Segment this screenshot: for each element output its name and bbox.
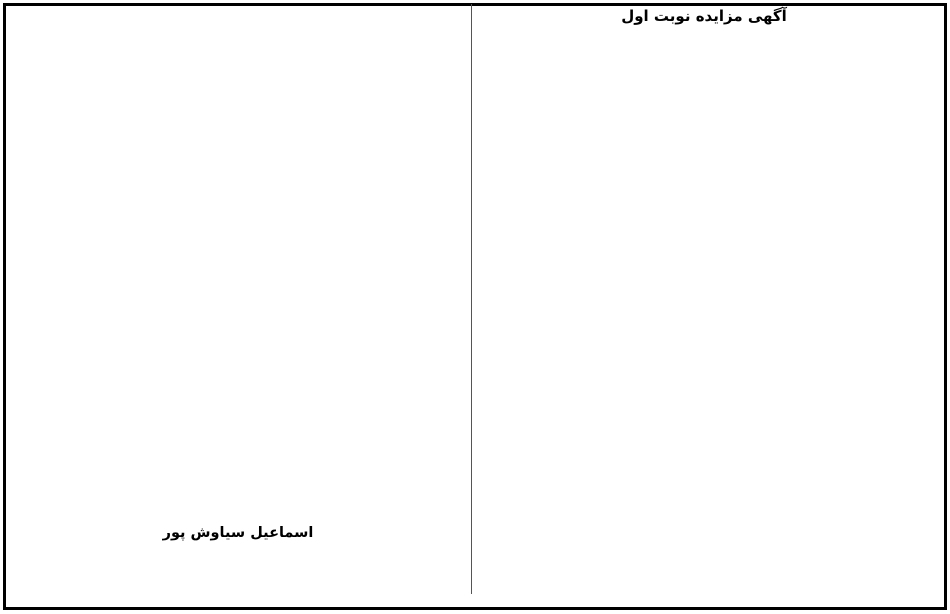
- text-line: [8, 6, 468, 29]
- text-line: [475, 190, 933, 213]
- text-line: [475, 260, 933, 283]
- text-line: [8, 215, 468, 238]
- text-line: [475, 376, 933, 399]
- text-line: [475, 144, 933, 167]
- text-line: [475, 561, 933, 584]
- text-line: [8, 400, 468, 423]
- text-line: [475, 515, 933, 538]
- text-line: [475, 538, 933, 561]
- text-line: [475, 445, 933, 468]
- column-divider: [471, 4, 472, 594]
- text-line: [8, 470, 468, 493]
- text-line: [8, 168, 468, 191]
- text-line: [475, 283, 933, 306]
- text-line: [475, 28, 933, 51]
- text-line: [8, 52, 468, 75]
- right-column-text: [475, 28, 933, 585]
- signature-block: [8, 520, 468, 546]
- text-line: [8, 145, 468, 168]
- text-line: [475, 167, 933, 190]
- text-line: [8, 76, 468, 99]
- text-line: [8, 261, 468, 284]
- text-line: [475, 121, 933, 144]
- text-line: [8, 423, 468, 446]
- text-line: [475, 329, 933, 352]
- text-line: [8, 354, 468, 377]
- text-line: [475, 422, 933, 445]
- text-line: [8, 284, 468, 307]
- text-line: [475, 469, 933, 492]
- text-line: [475, 74, 933, 97]
- text-line: [8, 493, 468, 516]
- text-line: [8, 99, 468, 122]
- signature-name: اسماعیل سیاوش پور: [162, 525, 314, 542]
- notice-title: آگهی مزایده نوبت اول: [621, 7, 787, 25]
- text-line: [475, 237, 933, 260]
- text-line: [475, 399, 933, 422]
- text-line: [475, 492, 933, 515]
- notice-left-column: [8, 6, 468, 594]
- notice-right-column: [475, 6, 933, 594]
- text-line: [475, 51, 933, 74]
- left-column-text: [8, 6, 468, 516]
- text-line: [8, 238, 468, 261]
- text-line: [8, 29, 468, 52]
- text-line: [475, 214, 933, 237]
- text-line: [8, 307, 468, 330]
- text-line: [8, 122, 468, 145]
- text-line: [475, 98, 933, 121]
- text-line: [475, 306, 933, 329]
- text-line: [8, 447, 468, 470]
- text-line: [8, 192, 468, 215]
- text-line: [8, 377, 468, 400]
- text-line: [8, 331, 468, 354]
- text-line: [475, 353, 933, 376]
